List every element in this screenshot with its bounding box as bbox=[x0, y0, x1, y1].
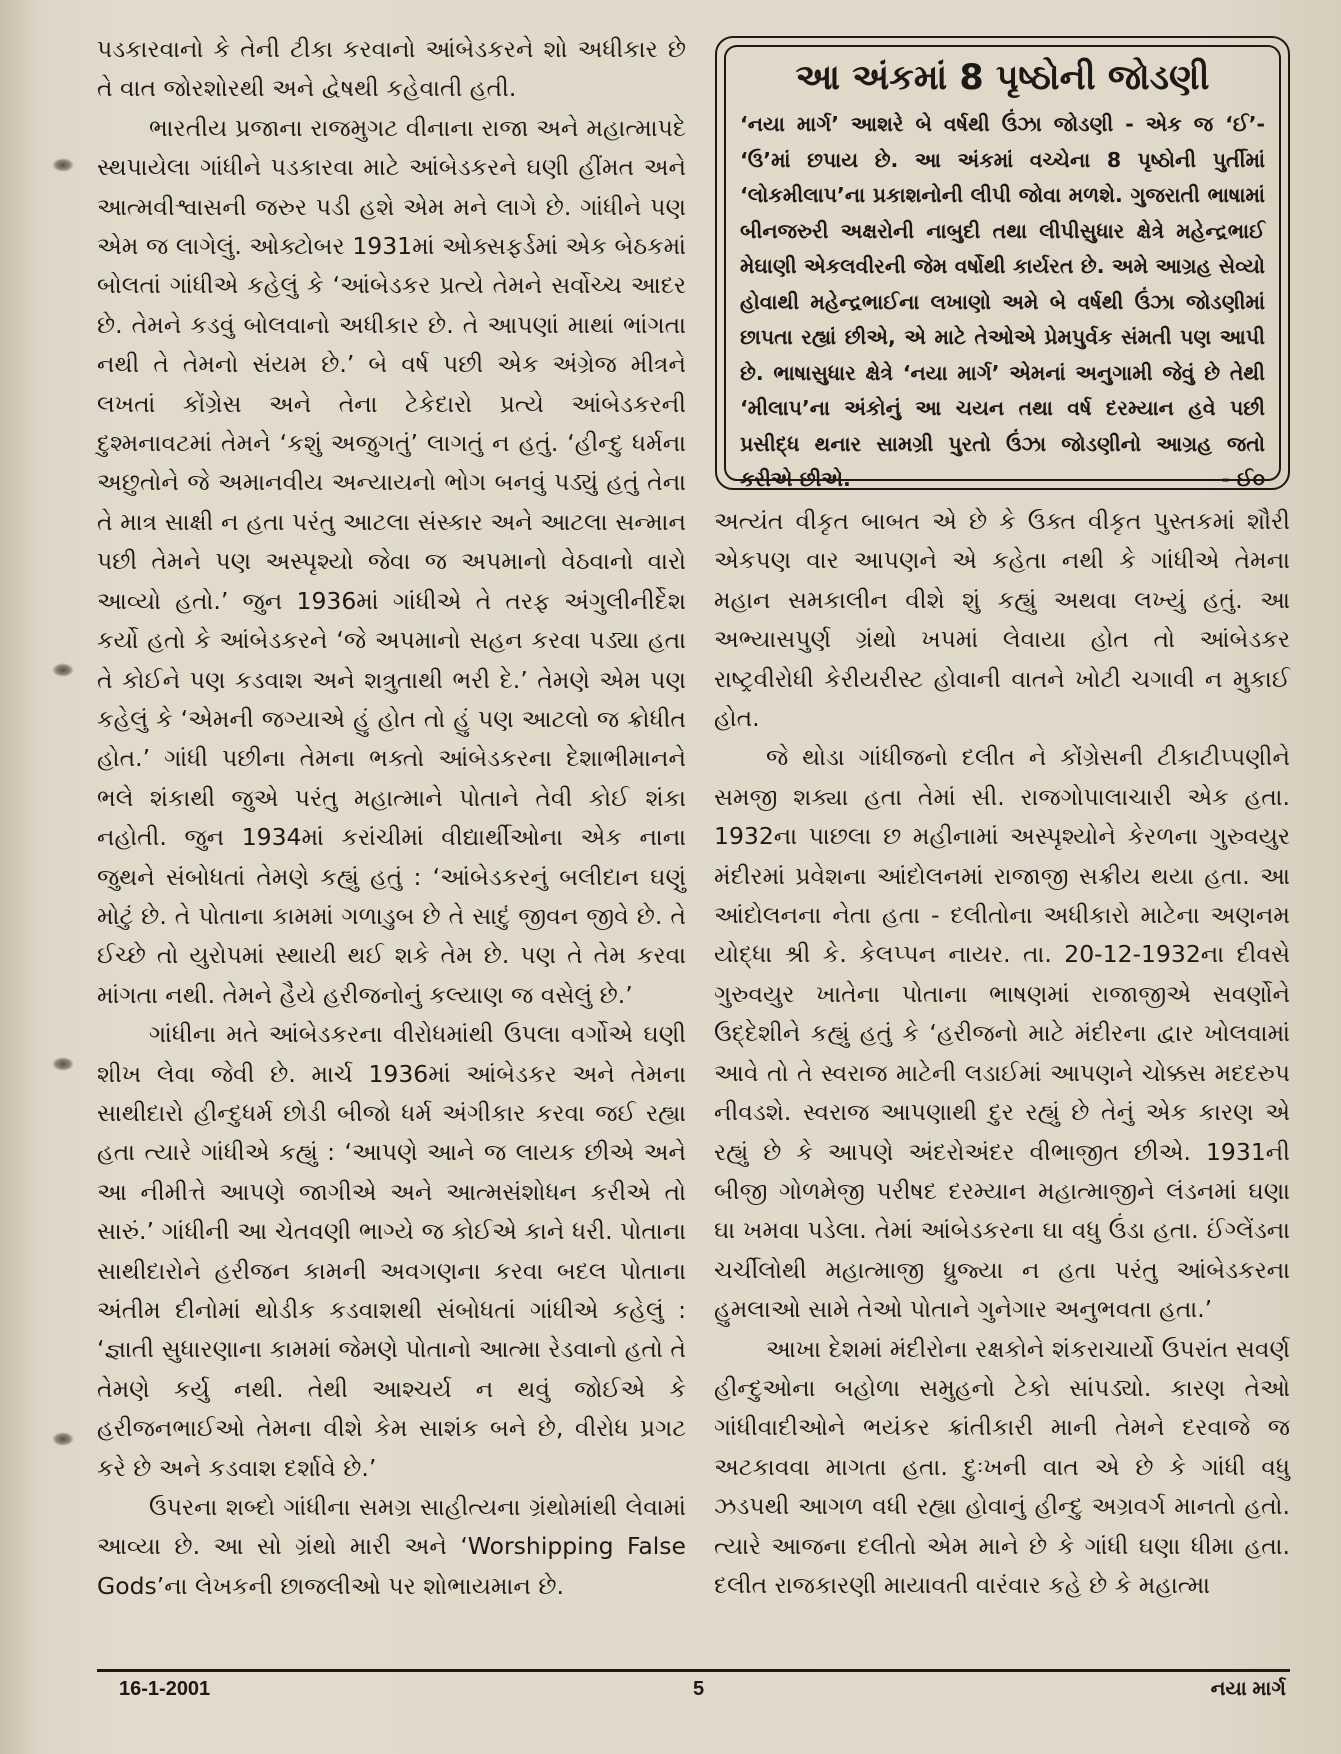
page-footer bbox=[97, 1669, 1290, 1712]
notice-title: આ અંકમાં 8 પૃષ્ઠોની જોડણી bbox=[795, 58, 1210, 98]
notice-box bbox=[715, 36, 1290, 490]
notice-signature: - ઈ૦ bbox=[1221, 467, 1265, 491]
paragraph: ભારતીય પ્રજાના રાજમુગટ વીનાના રાજા અને મહાત્માપદે સ્થપાયેલા ગાંધીને પડકારવા માટે આંબેડકરને ઘણી હીંમત અને આત્મવીશ્વાસની જરુર પડી હશે એમ મને લાગે છે. ગાંધીને પણ એમ જ લાગેલું. ઓક્ટોબર 1931માં ઓક્સફર્ડમાં એક બેઠકમાં બોલતાં ગાંધીએ કહેલું કે ‘આંબેડકર પ્રત્યે તેમને સર્વોચ્ચ આદર છે. તેમને કડવું બોલવાનો અધીકાર છે. તે આપણાં માથાં ભાંગતા નથી તે તેમનો સંયમ છે.’ બે વર્ષ પછી એક અંગ્રેજ મીત્રને લખતાં કોંગ્રેસ અને તેના ટેકેદારો પ્રત્યે આંબેડકરની દુશ્મનાવટમાં તેમને ‘કશું અજુગતું’ લાગતું ન હતું. ‘હીન્દુ ધર્મના અછુતોને જે અમાનવીય અન્યાયનો ભોગ બનવું પડ્યું હતું તેના તે માત્ર સાક્ષી ન હતા પરંતુ આટલા સંસ્કાર અને આટલા સન્માન પછી તેમને પણ અસ્પૃશ્યો જેવા જ અપમાનો વેઠવાનો વારો આવ્યો હતો.’ જુન 1936માં ગાંધીએ તે તરફ અંગુલીનીર્દેશ કર્યો હતો કે આંબેડકરને ‘જે અપમાનો સહન કરવા પડ્યા હતા તે કોઈને પણ કડવાશ અને શત્રુતાથી ભરી દે.’ તેમણે એમ પણ કહેલું કે ‘એમની જગ્યાએ હું હોત તો હું પણ આટલો જ ક્રોધીત હોત.’ ગાંધી પછીના તેમના ભક્તો આંબેડકરના દેશાભીમાનને ભલે શંકાથી જુએ પરંતુ મહાત્માને પોતાને તેવી કોઈ શંકા નહોતી. જુન 1934માં કરાંચીમાં વીદ્યાર્થીઓના એક નાના જુથને સંબોધતાં તેમણે કહ્યું હતું : ‘આંબેડકરનું બલીદાન ઘણું મોટું છે. તે પોતાના કામમાં ગળાડુબ છે તે સાદું જીવન જીવે છે. તે ઈચ્છે તો યુરોપમાં સ્થાયી થઈ શકે તેમ છે. પણ તે તેમ કરવા માંગતા નથી. તેમને હૈયે હરીજનોનું કલ્યાણ જ વસેલું છે.’ bbox=[97, 113, 686, 1009]
notice-box-inner-border bbox=[724, 45, 1281, 491]
right-column bbox=[714, 502, 1290, 1605]
binding-hole bbox=[52, 1057, 74, 1071]
binding-hole bbox=[52, 158, 74, 172]
binding-hole bbox=[52, 1432, 74, 1446]
paragraph: આખા દેશમાં મંદીરોના રક્ષકોને શંકરાચાર્યો ઉપરાંત સવર્ણ હીન્દુઓના બહોળા સમુહનો ટેકો સાંપડ્યો. કારણ તેઓ ગાંધીવાદીઓને ભયંકર ક્રાંતીકારી માની તેમને દરવાજે જ અટકાવવા માગતા હતા. દુઃખની વાત એ છે કે ગાંધી વધુ ઝડપથી આગળ વધી રહ્યા હોવાનું હીન્દુ અગ્રવર્ગ માનતો હતો. ત્યારે આજના દલીતો એમ માને છે કે ગાંધી ઘણા ધીમા હતા. દલીત રાજકારણી માયાવતી વારંવાર કહે છે કે મહાત્મા bbox=[714, 1334, 1290, 1599]
notice-text: ‘નયા માર્ગ’ આશરે બે વર્ષથી ઉંઝા જોડણી - એક જ ‘ઈ’- ‘ઉ’માં છપાય છે. આ અંકમાં વચ્ચેના 8 પૃષ્ઠોની પુર્તીમાં ‘લોકમીલાપ’ના પ્રકાશનોની લીપી જોવા મળશે. ગુજરાતી ભાષામાં બીનજરુરી અક્ષરોની નાબુદી તથા લીપીસુધાર ક્ષેત્રે મહેન્દ્રભાઈ મેઘાણી એકલવીરની જેમ વર્ષોથી કાર્યરત છે. અમે આગ્રહ સેવ્યો હોવાથી મહેન્દ્રભાઈના લખાણો અમે બે વર્ષથી ઉંઝા જોડણીમાં છાપતા રહ્યાં છીએ, એ માટે તેઓએ પ્રેમપુર્વક સંમતી પણ આપી છે. ભાષાસુધાર ક્ષેત્રે ‘નયા માર્ગ’ એમનાં અનુગામી જેવું છે તેથી ‘મીલાપ’ના અંકોનું આ ચયન તથા વર્ષ દરમ્યાન હવે પછી પ્રસીદ્ધ થનાર સામગ્રી પુરતો ઉંઝા જોડણીનો આગ્રહ જતો કરીએ છીએ. bbox=[740, 112, 1265, 491]
paragraph: અત્યંત વીકૃત બાબત એ છે કે ઉક્ત વીકૃત પુસ્તકમાં શૌરી એકપણ વાર આપણને એ કહેતા નથી કે ગાંધીએ તેમના મહાન સમકાલીન વીશે શું કહ્યું અથવા લખ્યું હતું. આ અભ્યાસપુર્ણ ગ્રંથો ખપમાં લેવાયા હોત તો આંબેડકર રાષ્ટ્રવીરોધી કેરીયરીસ્ટ હોવાની વાતને ખોટી ચગાવી ન મુકાઈ હોત. bbox=[714, 507, 1290, 733]
paragraph: જે થોડા ગાંધીજનો દલીત ને કોંગ્રેસની ટીકાટીપ્પણીને સમજી શક્યા હતા તેમાં સી. રાજગોપાલાચારી એક હતા. 1932ના પાછલા છ મહીનામાં અસ્પૃશ્યોને કેરળના ગુરુવયુર મંદીરમાં પ્રવેશના આંદોલનમાં રાજાજી સક્રીય થયા હતા. આ આંદોલનના નેતા હતા - દલીતોના અધીકારો માટેના અણનમ યોદ્ધા શ્રી કે. કેલપ્પન નાયર. તા. 20-12-1932ના દીવસે ગુરુવયુર ખાતેના પોતાના ભાષણમાં રાજાજીએ સવર્ણોને ઉદ્દેશીને કહ્યું હતું કે ‘હરીજનો માટે મંદીરના દ્વાર ખોલવામાં આવે તો તે સ્વરાજ માટેની લડાઈમાં આપણને ચોક્કસ મદદરુપ નીવડશે. સ્વરાજ આપણાથી દુર રહ્યું છે તેનું એક કારણ એ રહ્યું છે કે આપણે અંદરોઅંદર વીભાજીત છીએ. 1931ની બીજી ગોળમેજી પરીષદ દરમ્યાન મહાત્માજીને લંડનમાં ઘણા ઘા ખમવા પડેલા. તેમાં આંબેડકરના ઘા વધુ ઉંડા હતા. ઈંગ્લેંડના ચર્ચીલોથી મહાત્માજી ધ્રુજ્યા ન હતા પરંતુ આંબેડકરના હુમલાઓ સામે તેઓ પોતાને ગુનેગાર અનુભવતા હતા.’ bbox=[714, 743, 1290, 1324]
paragraph: પડકારવાનો કે તેની ટીકા કરવાનો આંબેડકરને શો અધીકાર છે તે વાત જોરશોરથી અને દ્વેષથી કહેવાતી હતી. bbox=[97, 35, 686, 103]
page-number: 5 bbox=[693, 1678, 705, 1700]
paragraph: ગાંધીના મતે આંબેડકરના વીરોધમાંથી ઉપલા વર્ગોએ ઘણી શીખ લેવા જેવી છે. માર્ચ 1936માં આંબેડકર અને તેમના સાથીદારો હીન્દુધર્મ છોડી બીજો ધર્મ અંગીકાર કરવા જઈ રહ્યા હતા ત્યારે ગાંધીએ કહ્યું : ‘આપણે આને જ લાયક છીએ અને આ નીમીત્તે આપણે જાગીએ અને આત્મસંશોધન કરીએ તો સારું.’ ગાંધીની આ ચેતવણી ભાગ્યે જ કોઈએ કાને ધરી. પોતાના સાથીદારોને હરીજન કામની અવગણના કરવા બદલ પોતાના અંતીમ દીનોમાં થોડીક કડવાશથી સંબોધતાં ગાંધીએ કહેલું : ‘જ્ઞાતી સુધારણાના કામમાં જેમણે પોતાનો આત્મા રેડવાનો હતો તે તેમણે કર્યુ નથી. તેથી આશ્ચર્ય ન થવું જોઈએ કે હરીજનભાઈઓ તેમના વીશે કેમ સાશંક બને છે, વીરોધ પ્રગટ કરે છે અને કડવાશ દર્શાવે છે.’ bbox=[97, 1020, 686, 1482]
magazine-name: નયા માર્ગ bbox=[1210, 1678, 1286, 1700]
issue-date: 16-1-2001 bbox=[119, 1678, 211, 1700]
notice-body bbox=[740, 107, 1265, 498]
paragraph: ઉપરના શબ્દો ગાંધીના સમગ્ર સાહીત્યના ગ્રંથોમાંથી લેવામાં આવ્યા છે. આ સો ગ્રંથો મારી અને ‘Worshipping False Gods’ના લેખકની છાજલીઓ પર શોભાયમાન છે. bbox=[97, 1493, 686, 1600]
binding-hole bbox=[52, 663, 74, 677]
left-column bbox=[97, 30, 686, 1606]
